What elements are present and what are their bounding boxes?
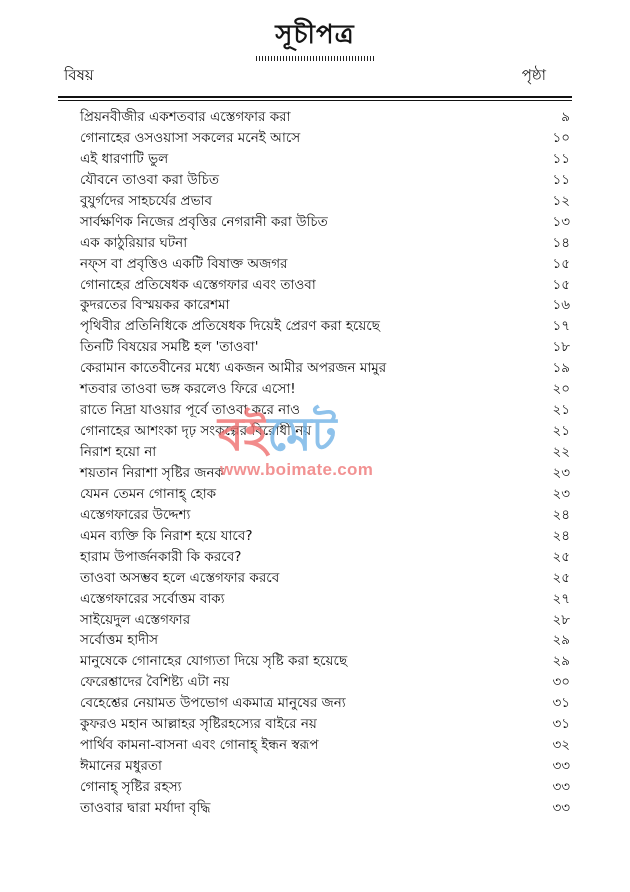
toc-entry-title: প্রিয়নবীজীর একশতবার এস্তেগফার করা (80, 109, 291, 125)
toc-entry-title: কেরামান কাতেবীনের মধ্যে একজন আমীর অপরজন মামুর (80, 360, 387, 377)
toc-entry-title: যৌবনে তাওবা করা উচিত (80, 171, 219, 188)
toc-entry-page-number: ১৫ (552, 255, 570, 272)
toc-entry (80, 651, 572, 672)
toc-entry-page-number: ৩২ (552, 737, 570, 754)
toc-entry (80, 526, 572, 547)
toc-entry-page-number: ২১ (552, 423, 570, 440)
page-title: সূচীপত্র (275, 20, 355, 50)
toc-entry-title: সার্বক্ষণিক নিজের প্রবৃত্তির নেগরানী করা উচিত (80, 213, 328, 230)
toc-entry (80, 275, 572, 296)
toc-entry (80, 358, 572, 379)
toc-entry (80, 589, 572, 610)
toc-entry-title: পৃথিবীর প্রতিনিধিকে প্রতিষেধক দিয়েই প্রেরণ করা হয়েছে (80, 318, 380, 335)
toc-entry-title: সাইয়েদুল এস্তেগফার (80, 611, 191, 628)
toc-entry-title: সর্বোত্তম হাদীস (80, 632, 159, 649)
toc-entry-title: তাওবা অসম্ভব হলে এস্তেগফার করবে (80, 569, 280, 586)
toc-entry (80, 170, 572, 191)
toc-entry (80, 463, 572, 484)
toc-entry (80, 400, 572, 421)
toc-entry-title: এস্তেগফারের উদ্দেশ্য (80, 506, 191, 523)
toc-entry-page-number: ৩৩ (552, 758, 570, 775)
toc-entry-title: এক কাঠুরিয়ার ঘটনা (80, 234, 188, 251)
toc-entry (80, 149, 572, 170)
toc-entry-page-number: ২৯ (552, 653, 570, 670)
toc-entry-page-number: ২৩ (552, 485, 570, 502)
toc-entry (80, 568, 572, 589)
toc-entry (80, 233, 572, 254)
toc-entry-title: কুফরও মহান আল্লাহর সৃষ্টিরহস্যের বাইরে নয় (80, 716, 317, 733)
toc-entry (80, 191, 572, 212)
title-dotted-underline (256, 56, 376, 61)
toc-entry-page-number: ২১ (552, 402, 570, 419)
toc-entry (80, 735, 572, 756)
toc-entry (80, 714, 572, 735)
toc-entry (80, 442, 572, 463)
toc-entry-page-number: ১৮ (552, 339, 570, 356)
toc-entry (80, 505, 572, 526)
toc-entry-page-number: ৩৩ (552, 799, 570, 816)
column-header-page: পৃষ্ঠা (521, 66, 546, 84)
column-header-subject: বিষয় (64, 66, 94, 84)
watermark-logo-blue: মেট (267, 407, 337, 461)
toc-entry (80, 107, 572, 128)
toc-entry-page-number: ২২ (552, 444, 570, 460)
toc-entry-page-number: ১৪ (552, 234, 570, 251)
toc-entry-title: গোনাহের আশংকা দৃঢ় সংকল্পের বিরোধী নয় (80, 423, 312, 440)
toc-entry-title: শয়তান নিরাশা সৃষ্টির জনক (80, 464, 224, 481)
toc-entry (80, 693, 572, 714)
toc-entry-title: কুদরতের বিস্ময়কর কারেশমা (80, 297, 230, 314)
toc-entry-page-number: ২৩ (552, 464, 570, 481)
toc-entry-page-number: ১১ (552, 150, 570, 167)
toc-entry-title: শতবার তাওবা ভঙ্গ করলেও ফিরে এসো! (80, 381, 296, 398)
toc-entry-page-number: ১২ (552, 192, 570, 209)
toc-entry-title: বেহেশ্তের নেয়ামত উপভোগ একমাত্র মানুষের জন্য (80, 695, 346, 712)
toc-entry-page-number: ২৫ (552, 569, 570, 586)
toc-entry-page-number: ২৪ (552, 527, 570, 544)
toc-entry (80, 484, 572, 505)
toc-entry-title: এই ধারণাটি ভুল (80, 150, 169, 167)
toc-entry-title: পার্থিব কামনা-বাসনা এবং গোনাহ্ ইন্ধন স্বরূপ (80, 737, 319, 754)
toc-entry (80, 337, 572, 358)
toc-entry-page-number: ২৪ (552, 506, 570, 523)
toc-entry-title: মানুষেকে গোনাহের যোগ্যতা দিয়ে সৃষ্টি করা হয়েছে (80, 653, 348, 670)
toc-entry-page-number: ৩১ (552, 695, 570, 712)
toc-entry-page-number: ৯ (561, 109, 570, 125)
toc-entry-page-number: ২৯ (552, 632, 570, 649)
toc-entry (80, 756, 572, 777)
toc-entry-page-number: ৩০ (552, 674, 570, 691)
toc-entry-title: নিরাশ হয়ো না (80, 444, 157, 460)
toc-entry (80, 128, 572, 149)
toc-entry-page-number: ২৮ (552, 611, 570, 628)
toc-entry-page-number: ২০ (552, 381, 570, 398)
toc-entry-title: বুযুর্গদের সাহচর্যের প্রভাব (80, 192, 213, 209)
toc-entry-title: গোনাহের প্রতিষেধক এস্তেগফার এবং তাওবা (80, 276, 316, 293)
toc-entry (80, 295, 572, 316)
toc-entry (80, 212, 572, 233)
toc-entry-title: এস্তেগফারের সর্বোত্তম বাক্য (80, 590, 225, 607)
toc-entry-page-number: ১৩ (552, 213, 570, 230)
toc-entry-page-number: ১৬ (552, 297, 570, 314)
toc-entry (80, 547, 572, 568)
toc-entry-page-number: ১১ (552, 171, 570, 188)
toc-entry-page-number: ২৭ (552, 590, 570, 607)
toc-entry-title: নফ্স বা প্রবৃত্তিও একটি বিষাক্ত অজগর (80, 255, 288, 272)
toc-entry (80, 421, 572, 442)
toc-entry-page-number: ৩৩ (552, 779, 570, 795)
toc-entry (80, 630, 572, 651)
table-of-contents (80, 107, 572, 819)
toc-entry (80, 798, 572, 819)
toc-entry-title: তিনটি বিষয়ের সমষ্টি হল 'তাওবা' (80, 339, 259, 356)
toc-entry-title: তাওবার দ্বারা মর্যাদা বৃদ্ধি (80, 799, 211, 816)
toc-entry-page-number: ১৭ (552, 318, 570, 335)
toc-entry-page-number: ১৯ (552, 360, 570, 377)
toc-entry (80, 316, 572, 337)
toc-entry-title: ঈমানের মধুরতা (80, 758, 162, 775)
toc-entry (80, 610, 572, 631)
toc-entry (80, 254, 572, 275)
toc-entry-title: রাতে নিদ্রা যাওয়ার পূর্বে তাওবা করে নাও (80, 402, 301, 419)
toc-entry-title: হারাম উপার্জনকারী কি করবে? (80, 548, 242, 565)
toc-entry-title: এমন ব্যক্তি কি নিরাশ হয়ে যাবে? (80, 527, 253, 544)
toc-entry-page-number: ২৫ (552, 548, 570, 565)
toc-entry (80, 672, 572, 693)
toc-entry-page-number: ১৫ (552, 276, 570, 293)
watermark-url: www.boimate.com (220, 460, 374, 479)
toc-entry-page-number: ৩১ (552, 716, 570, 733)
toc-entry (80, 777, 572, 798)
toc-entry-title: ফেরেশ্তাদের বৈশিষ্ট্য এটা নয় (80, 674, 230, 691)
toc-entry (80, 379, 572, 400)
toc-entry-title: গোনাহ্ সৃষ্টির রহস্য (80, 779, 182, 795)
toc-entry-title: গোনাহের ওসওয়াসা সকলের মনেই আসে (80, 129, 301, 146)
toc-entry-title: যেমন তেমন গোনাহ্ হোক (80, 485, 217, 502)
header-double-rule (58, 96, 572, 101)
watermark-logo-red: বই (218, 407, 268, 461)
toc-entry-page-number: ১০ (552, 129, 570, 146)
